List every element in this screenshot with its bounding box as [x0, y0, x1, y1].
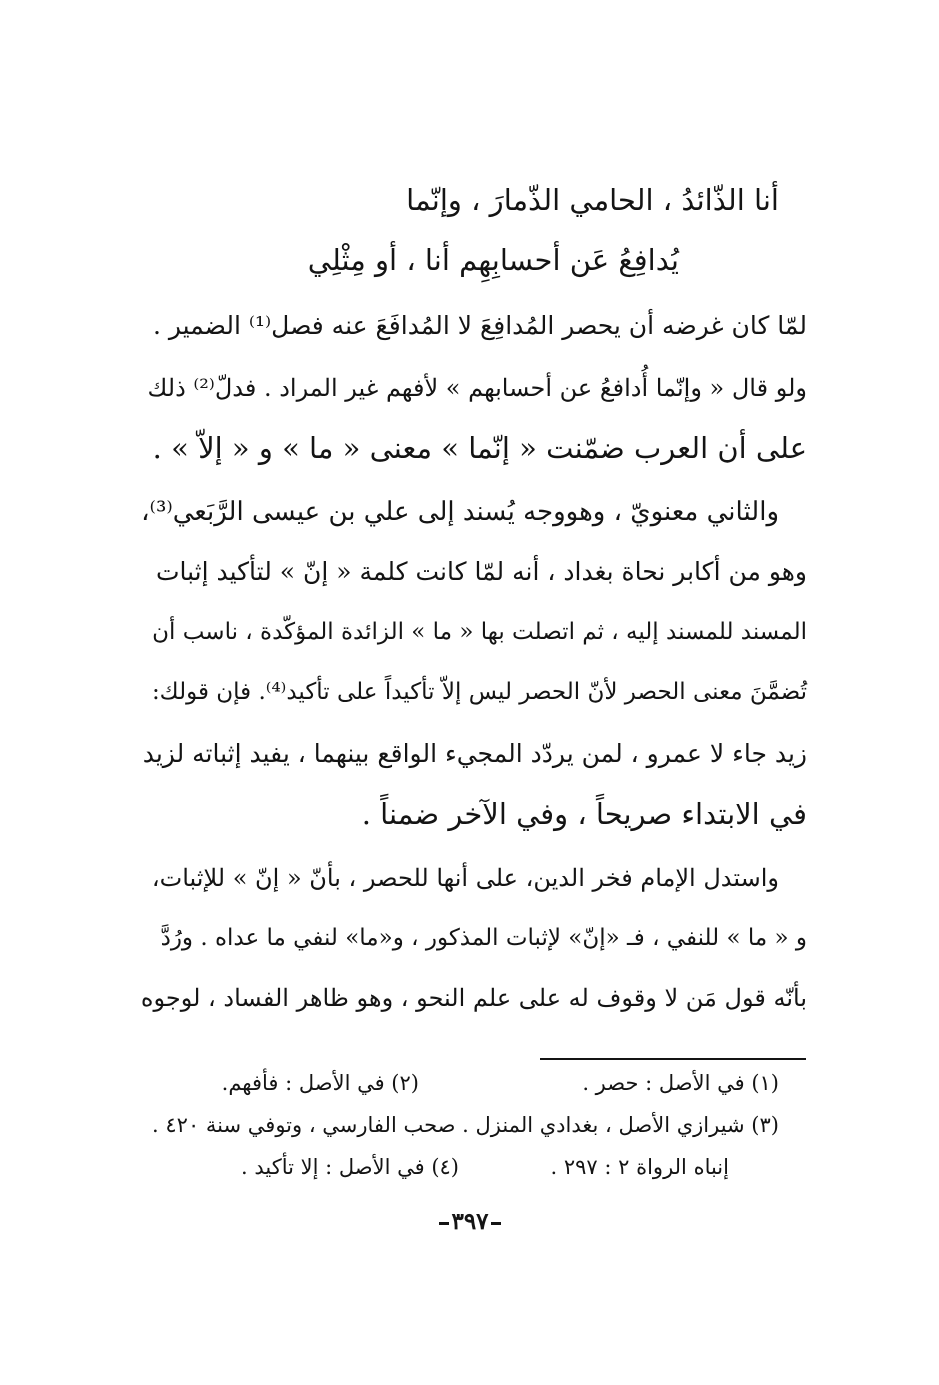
text-line: تُضمَّنَ معنى الحصر لأنّ الحصر ليس إلاّ تأكيداً على تأكيد⁽⁴⁾. فإن قولك:	[151, 679, 807, 705]
text-line: في الابتداء صريحاً ، وفي الآخر ضمناً .	[361, 797, 807, 831]
verse-line-2: يُدافِعُ عَن أحسابِهِم أنا ، أو مِثْلِي	[307, 243, 679, 277]
page-number	[430, 1208, 510, 1235]
text-line: لمّا كان غرضه أن يحصر المُدافِعَ لا المُدافَعَ عنه فصل⁽¹⁾ الضمير .	[152, 311, 807, 340]
footnote-3-continuation: إنباه الرواة ٢ : ٢٩٧ .	[550, 1155, 729, 1179]
text-line: بأنّه قول مَن لا وقوف له على علم النحو ، وهو ظاهر الفساد ، لوجوه	[140, 984, 807, 1012]
text-line: و « ما » للنفي ، فـ «إنّ» لإثبات المذكور ، و«ما» لنفي ما عداه . ورُدَّ	[160, 925, 807, 951]
footnote-4: (٤) في الأصل : إلا تأكيد .	[241, 1155, 459, 1179]
footnote-1: (١) في الأصل : حصر .	[582, 1071, 779, 1095]
dash-right	[439, 1222, 449, 1225]
text-line: على أن العرب ضمّنت « إنّما » معنى « ما » و « إلاّ » .	[152, 431, 807, 465]
page-number-value: ٣٩٧	[451, 1208, 489, 1235]
footnote-separator	[540, 1058, 806, 1060]
footnote-3: (٣) شيرازي الأصل ، بغدادي المنزل . صحب الفارسي ، وتوفي سنة ٤٢٠ .	[152, 1113, 779, 1137]
verse-line-1: أنا الذّائدُ ، الحامي الذّمارَ ، وإنّما	[406, 183, 779, 217]
text-line: وهو من أكابر نحاة بغداد ، أنه لمّا كانت كلمة « إنّ » لتأكيد إثبات	[155, 557, 807, 586]
text-line: واستدل الإمام فخر الدين، على أنها للحصر ، بأنّ « إنّ » للإثبات،	[151, 864, 779, 892]
footnote-2: (٢) في الأصل : فأفهم.	[221, 1071, 419, 1095]
text-line: المسند للمسند إليه ، ثم اتصلت بها « ما » الزائدة المؤكّدة ، ناسب أن	[152, 619, 807, 645]
text-line: ولو قال « وإنّما أُدافعُ عن أحسابهم » لأفهم غير المراد . فدلّ⁽²⁾ ذلك	[147, 374, 807, 402]
text-line: والثاني معنويّ ، وهووجه يُسند إلى علي بن عيسى الرَّبَعي⁽³⁾،	[141, 497, 779, 527]
text-line: زيد جاء لا عمرو ، لمن يردّد المجيء الواقع بينهما ، يفيد إثباته لزيد	[142, 739, 807, 768]
dash-left	[491, 1222, 501, 1225]
